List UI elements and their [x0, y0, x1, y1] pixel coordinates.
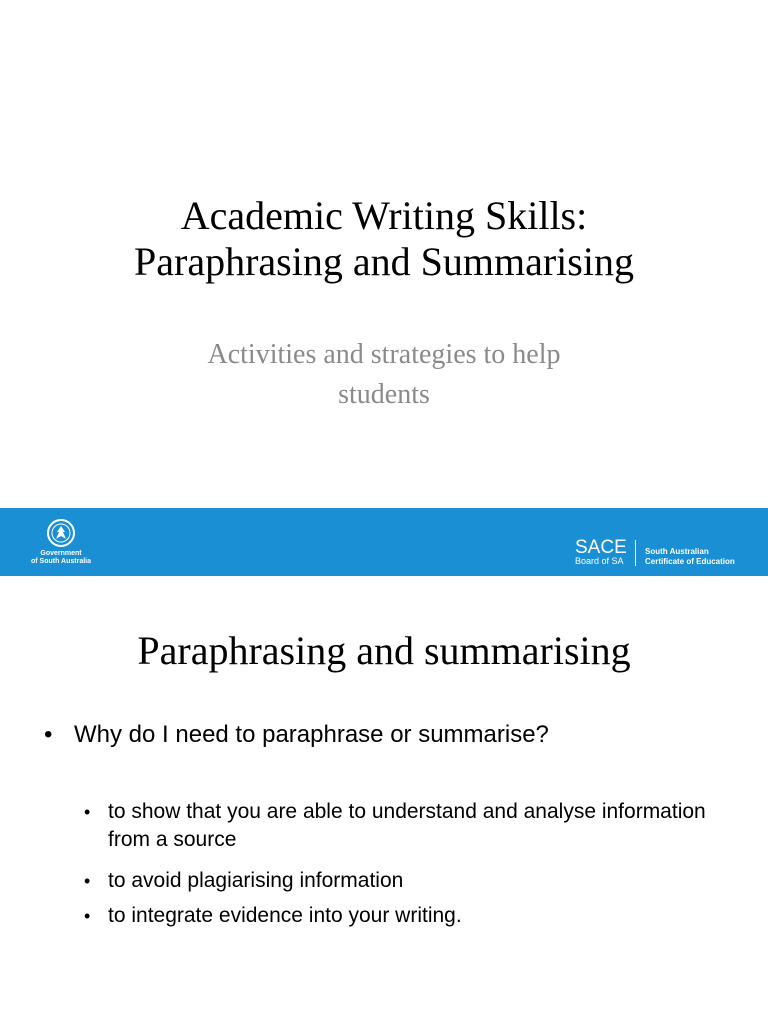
footer-band [0, 508, 768, 576]
sub-bullet-text: to show that you are able to understand and analyse information from a source [108, 800, 706, 851]
subtitle-line-1: Activities and strategies to help [207, 339, 561, 370]
slide-2-title: Paraphrasing and summarising [137, 628, 631, 673]
sace-name: SACE [575, 537, 627, 558]
sace-board: Board of SA [575, 556, 624, 566]
sace-description [645, 547, 735, 567]
title-line-1: Academic Writing Skills: [180, 193, 588, 238]
sace-desc-line-2: Certificate of Education [645, 557, 735, 566]
government-logo-text [30, 550, 92, 566]
government-logo [30, 518, 96, 570]
sub-bullet-glyph: • [84, 871, 91, 891]
slide-2 [0, 576, 768, 1024]
sub-bullet-glyph: • [84, 802, 91, 822]
title-line-2: Paraphrasing and Summarising [134, 239, 634, 284]
piping-shrike-emblem-icon [46, 518, 76, 548]
slide-subtitle [0, 335, 768, 415]
bullet-glyph: • [44, 721, 53, 748]
gov-logo-line-2: of South Australia [30, 558, 92, 565]
sace-desc-line-1: South Australian [645, 547, 709, 556]
subtitle-line-2: students [338, 379, 430, 410]
bullet-text: Why do I need to paraphrase or summarise? [74, 721, 549, 748]
sace-divider [635, 540, 636, 566]
sub-bullet-glyph: • [84, 906, 91, 926]
slide-title [0, 193, 768, 285]
sub-bullet-text: to avoid plagiarising information [108, 869, 404, 892]
gov-logo-line-1: Government [40, 550, 82, 557]
sub-bullet-text: to integrate evidence into your writing. [108, 904, 462, 927]
